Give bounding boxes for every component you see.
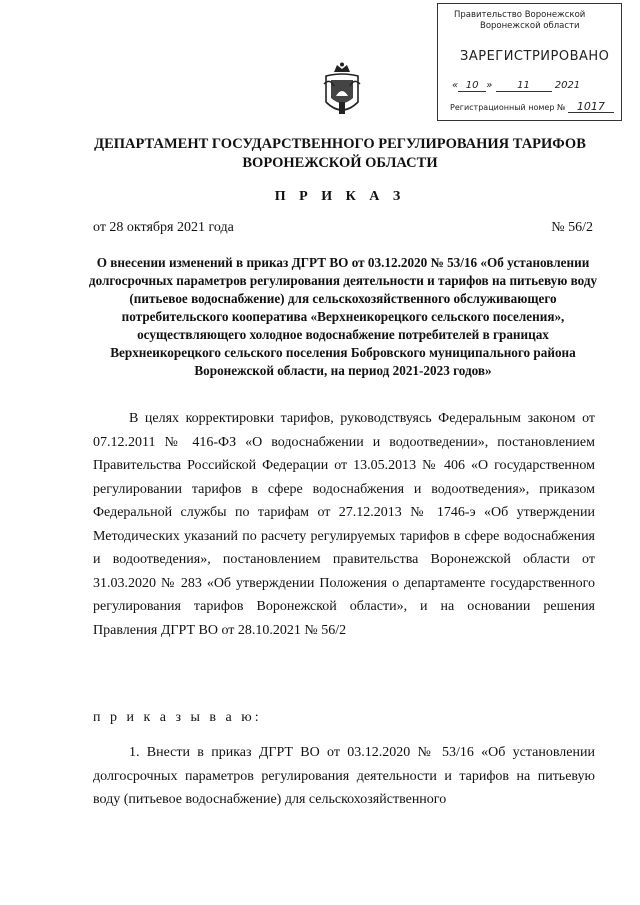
stamp-date: « 10 » 11 2021: [452, 80, 581, 91]
order-meta: [93, 220, 593, 236]
order-title: П Р И К А З: [274, 189, 406, 204]
preamble-paragraph: В целях корректировки тарифов, руководствуясь Федеральным законом от 07.12.2011 № 416-ФЗ «О водоснабжении и водоотведении», постановлением Правительства Российской Федерации от 13.05.2013 № 406 «О государственном регулировании тарифов в сфере водоснабжения и водоотведения», приказом Федеральной службы по тарифам от 27.12.2013 № 1746-э «Об утверждении Методических указаний по расчету регулируемых тарифов в сфере водоснабжения и водоотведения», постановлением правительства Воронежской области от 31.03.2020 № 283 «Об утверждении Положения о департаменте государственного регулирования тарифов Воронежской области», и на основании решения Правления ДГРТ ВО от 28.10.2021 № 56/2: [93, 411, 595, 638]
stamp-authority: Правительство Воронежской: [454, 10, 586, 20]
item-1-paragraph: 1. Внести в приказ ДГРТ ВО от 03.12.2020 № 53/16 «Об установлении долгосрочных параметров регулирования деятельности и тарифов на питьевую воду (питьевое водоснабжение) для сельскохозяйственного: [93, 745, 595, 807]
registration-stamp: [437, 3, 622, 121]
stamp-reg-number: 1017: [568, 102, 614, 113]
stamp-date-year: 2021: [554, 80, 581, 91]
stamp-date-day: 10: [458, 81, 486, 92]
coat-of-arms-icon: [322, 62, 362, 120]
decree-word: п р и к а з ы в а ю:: [93, 710, 262, 725]
department-title: ДЕПАРТАМЕНТ ГОСУДАРСТВЕННОГО РЕГУЛИРОВАНИЯ ТАРИФОВ ВОРОНЕЖСКОЙ ОБЛАСТИ: [94, 136, 586, 171]
order-subject: О внесении изменений в приказ ДГРТ ВО от 03.12.2020 № 53/16 «Об установлении долгосрочных параметров регулирования деятельности и тарифов на питьевую воду (питьевое водоснабжение) для сельскохозяйственного обслуживающего потребительского кооператива «Верхнеикорецкого сельского поселения», осуществляющего холодное водоснабжение потребителей в границах Верхнеикорецкого сельского поселения Бобровского муниципального района Воронежской области, на период 2021-2023 годов»: [88, 255, 598, 378]
stamp-date-month: 11: [496, 81, 552, 92]
stamp-registered: ЗАРЕГИСТРИРОВАНО: [460, 49, 610, 64]
order-number: № 56/2: [551, 220, 593, 235]
stamp-region: Воронежской области: [480, 21, 580, 31]
stamp-reg-row: [450, 102, 614, 113]
order-date: от 28 октября 2021 года: [93, 220, 234, 235]
stamp-reg-label: Регистрационный номер №: [450, 103, 566, 112]
